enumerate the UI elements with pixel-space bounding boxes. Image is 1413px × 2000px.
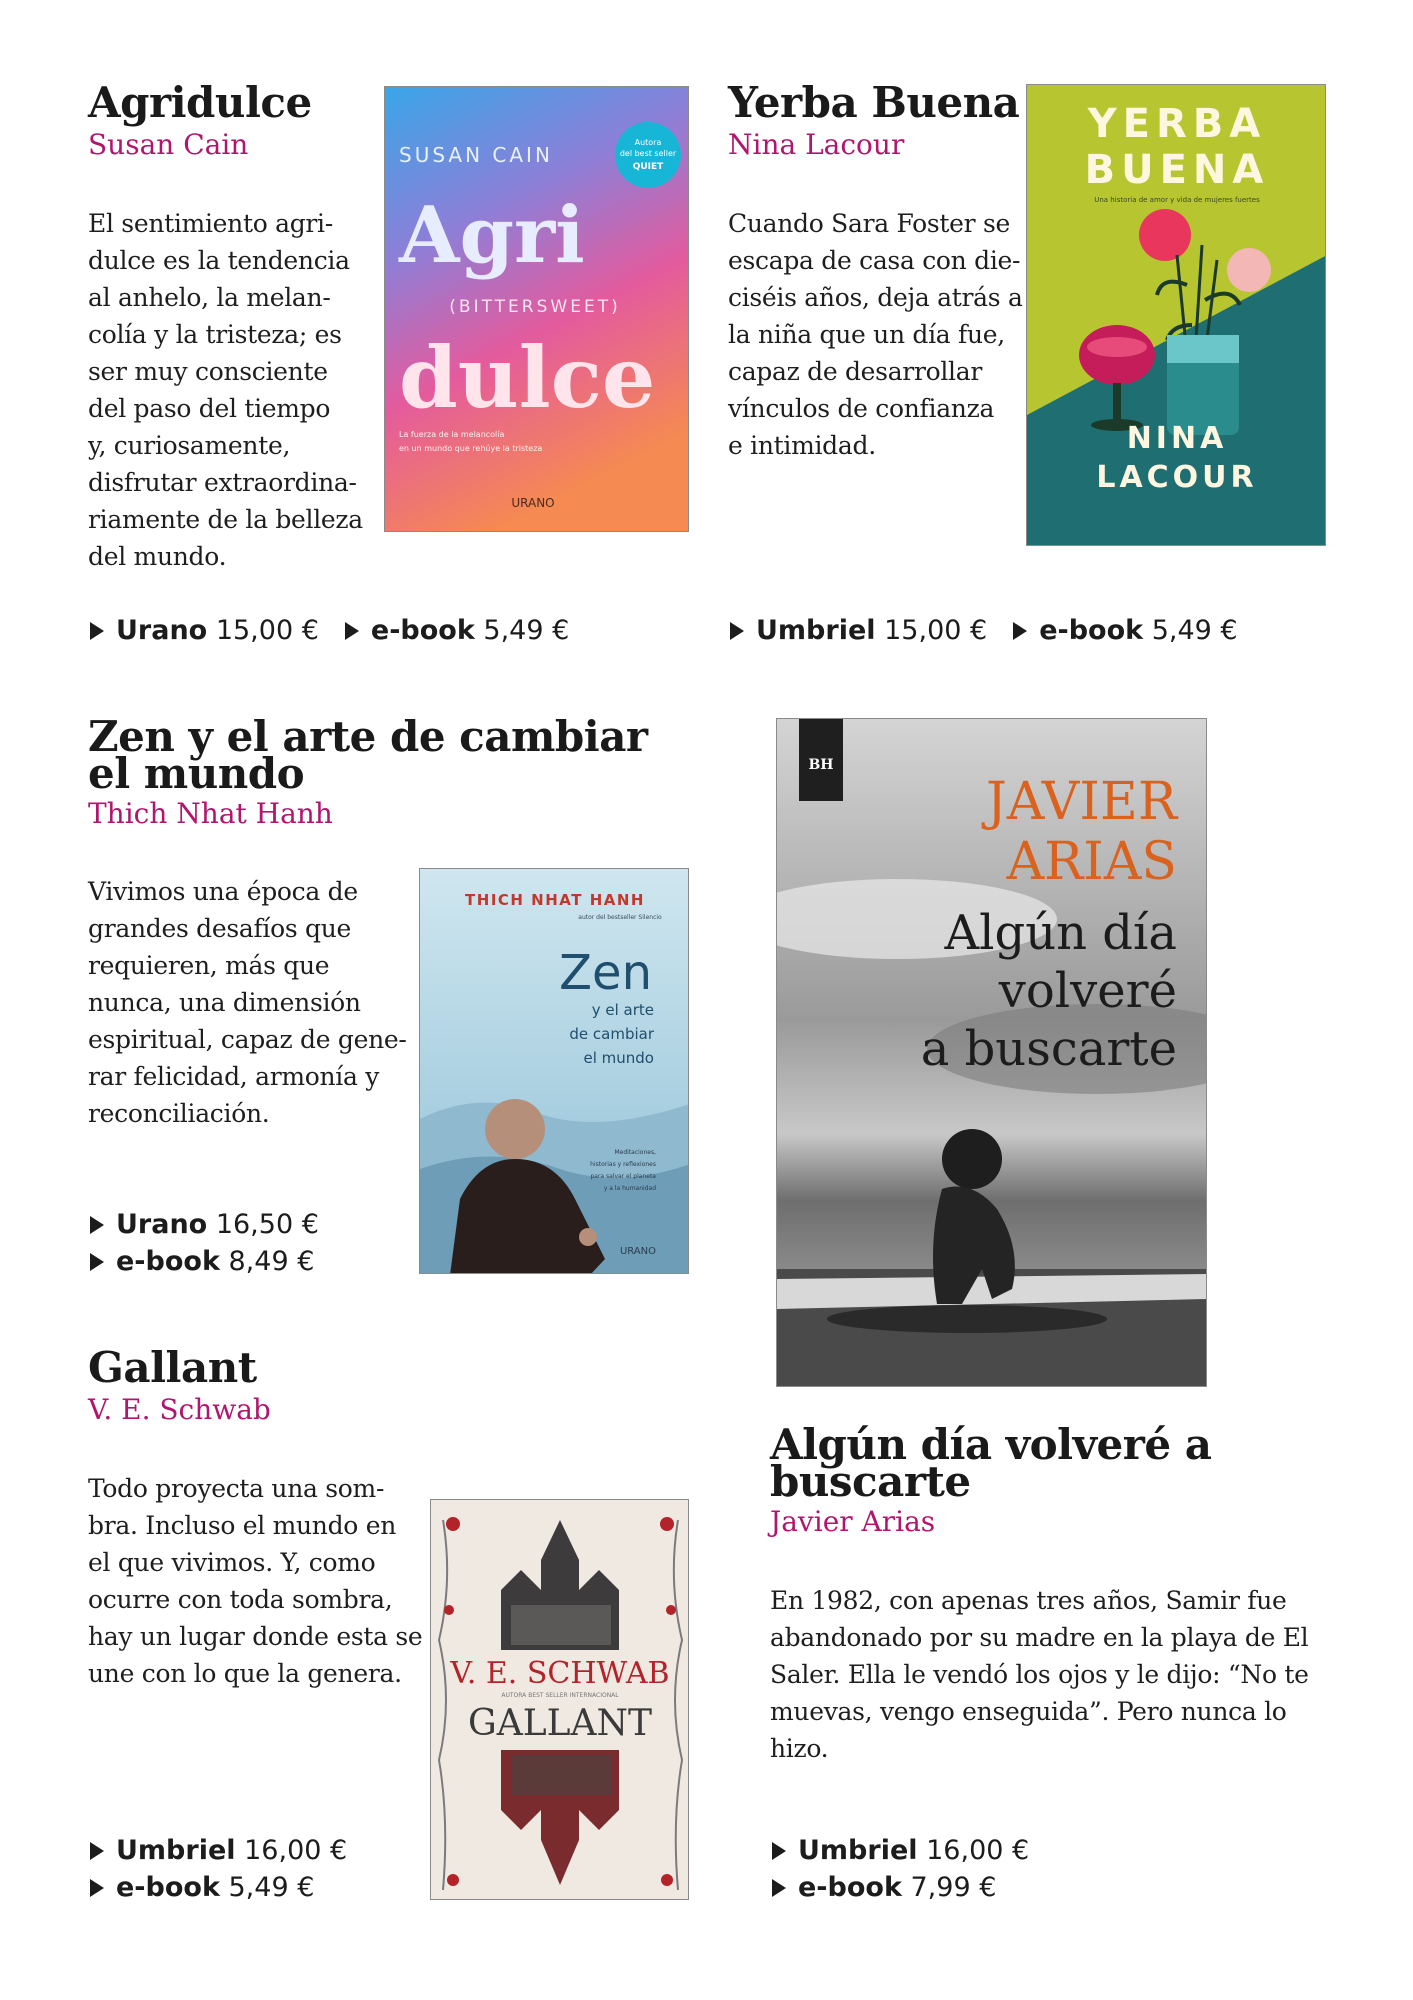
play-arrow-icon xyxy=(730,622,744,640)
cover-tagline: La fuerza de la melancolía xyxy=(399,430,505,439)
cover-title: YERBA xyxy=(1087,101,1267,147)
cover-author: NINA xyxy=(1126,421,1228,456)
cover-author: JAVIER xyxy=(985,772,1177,832)
cover-author: ARIAS xyxy=(1006,832,1177,892)
book-cover-algun-dia xyxy=(776,718,1207,1387)
cover-title: Zen xyxy=(559,945,652,1001)
play-arrow-icon xyxy=(90,1253,104,1271)
book-title: Agridulce xyxy=(88,78,312,127)
price-line: Urano 15,00 € e-book 5,49 € xyxy=(90,612,569,649)
play-arrow-icon xyxy=(90,1879,104,1897)
book-cover-gallant xyxy=(430,1499,689,1900)
cover-tagline: en un mundo que rehúye la tristeza xyxy=(399,444,543,453)
cover-badge-text: QUIET xyxy=(632,162,664,172)
play-arrow-icon xyxy=(1013,622,1027,640)
cover-title: dulce xyxy=(399,328,656,427)
cover-author: LACOUR xyxy=(1096,460,1258,495)
book-author: Thich Nhat Hanh xyxy=(88,797,333,830)
price-line: Urano 16,50 € xyxy=(90,1206,319,1243)
cover-subtitle: y el arte xyxy=(591,1001,654,1019)
price-line: Umbriel 15,00 € e-book 5,49 € xyxy=(730,612,1238,649)
book-title: Algún día volveré a buscarte xyxy=(770,1420,1212,1506)
cover-note: para salvar el planeta xyxy=(590,1173,656,1180)
cover-author: SUSAN CAIN xyxy=(399,143,553,167)
book-title: Zen y el arte de cambiar el mundo xyxy=(88,712,648,798)
cover-title: BUENA xyxy=(1084,147,1270,193)
cover-subtitle: el mundo xyxy=(583,1049,654,1067)
cover-subtitle: (BITTERSWEET) xyxy=(449,297,621,317)
book-author: Susan Cain xyxy=(88,128,249,161)
book-cover-yerba-buena xyxy=(1026,84,1326,546)
price-line: Umbriel 16,00 € xyxy=(90,1832,347,1869)
cover-tagline: Una historia de amor y vida de mujeres fuertes xyxy=(1094,196,1260,204)
cover-note: Meditaciones, xyxy=(614,1149,656,1156)
play-arrow-icon xyxy=(90,1842,104,1860)
price-line: e-book 5,49 € xyxy=(90,1869,314,1906)
cover-author: THICH NHAT HANH xyxy=(465,891,645,909)
price-line: e-book 8,49 € xyxy=(90,1243,314,1280)
play-arrow-icon xyxy=(90,1216,104,1234)
cover-title: Agri xyxy=(399,190,585,281)
publisher-badge: BH xyxy=(808,757,834,773)
cover-publisher: URANO xyxy=(619,1246,656,1257)
book-author: V. E. Schwab xyxy=(88,1393,271,1426)
book-cover-agridulce xyxy=(384,86,689,532)
play-arrow-icon xyxy=(772,1879,786,1897)
cover-note: historias y reflexiones xyxy=(590,1161,656,1168)
cover-badge-text: del best seller xyxy=(619,149,677,158)
cover-title: a buscarte xyxy=(920,1021,1177,1077)
price-line: e-book 7,99 € xyxy=(772,1869,996,1906)
book-cover-zen xyxy=(419,868,689,1274)
cover-subtitle: de cambiar xyxy=(569,1025,654,1043)
book-author: Nina Lacour xyxy=(728,128,905,161)
cover-title: volveré xyxy=(998,963,1177,1019)
play-arrow-icon xyxy=(772,1842,786,1860)
cover-title: Algún día xyxy=(944,905,1177,961)
cover-note: y a la humanidad xyxy=(603,1185,656,1192)
play-arrow-icon xyxy=(90,622,104,640)
cover-badge-text: Autora xyxy=(634,138,662,147)
book-author: Javier Arias xyxy=(770,1505,936,1538)
book-title: Yerba Buena xyxy=(728,78,1020,127)
book-description: En 1982, con apenas tres años, Samir fue abandonado por su madre en la playa de El Saler. Ella le vendó los ojos y le dijo: “No te muevas, vengo enseguida”. Pero nunca lo hizo. xyxy=(770,1586,1309,1763)
book-title: Gallant xyxy=(88,1343,257,1392)
cover-note: AUTORA BEST SELLER INTERNACIONAL xyxy=(501,1692,619,1699)
cover-author: V. E. SCHWAB xyxy=(450,1656,670,1691)
book-description: El sentimiento agri- dulce es la tendencia al anhelo, la melan- colía y la tristeza; es ser muy consciente del paso del tiempo y, curiosamente, disfrutar extraordina- riamente de la belleza del mundo. xyxy=(88,209,363,571)
cover-publisher: URANO xyxy=(511,496,555,510)
cover-author-note: autor del bestseller Silencio xyxy=(578,914,662,921)
play-arrow-icon xyxy=(345,622,359,640)
cover-title: GALLANT xyxy=(467,1703,653,1744)
book-description: Vivimos una época de grandes desafíos que requieren, más que nunca, una dimensión espiritual, capaz de gene- rar felicidad, armonía y reconciliación. xyxy=(88,877,407,1128)
book-description: Todo proyecta una som- bra. Incluso el mundo en el que vivimos. Y, como ocurre con toda sombra, hay un lugar donde esta se une con lo que la genera. xyxy=(88,1474,423,1688)
price-line: Umbriel 16,00 € xyxy=(772,1832,1029,1869)
book-description: Cuando Sara Foster se escapa de casa con die- ciséis años, deja atrás a la niña que un día fue, capaz de desarrollar vínculos de confianza e intimidad. xyxy=(728,209,1023,460)
